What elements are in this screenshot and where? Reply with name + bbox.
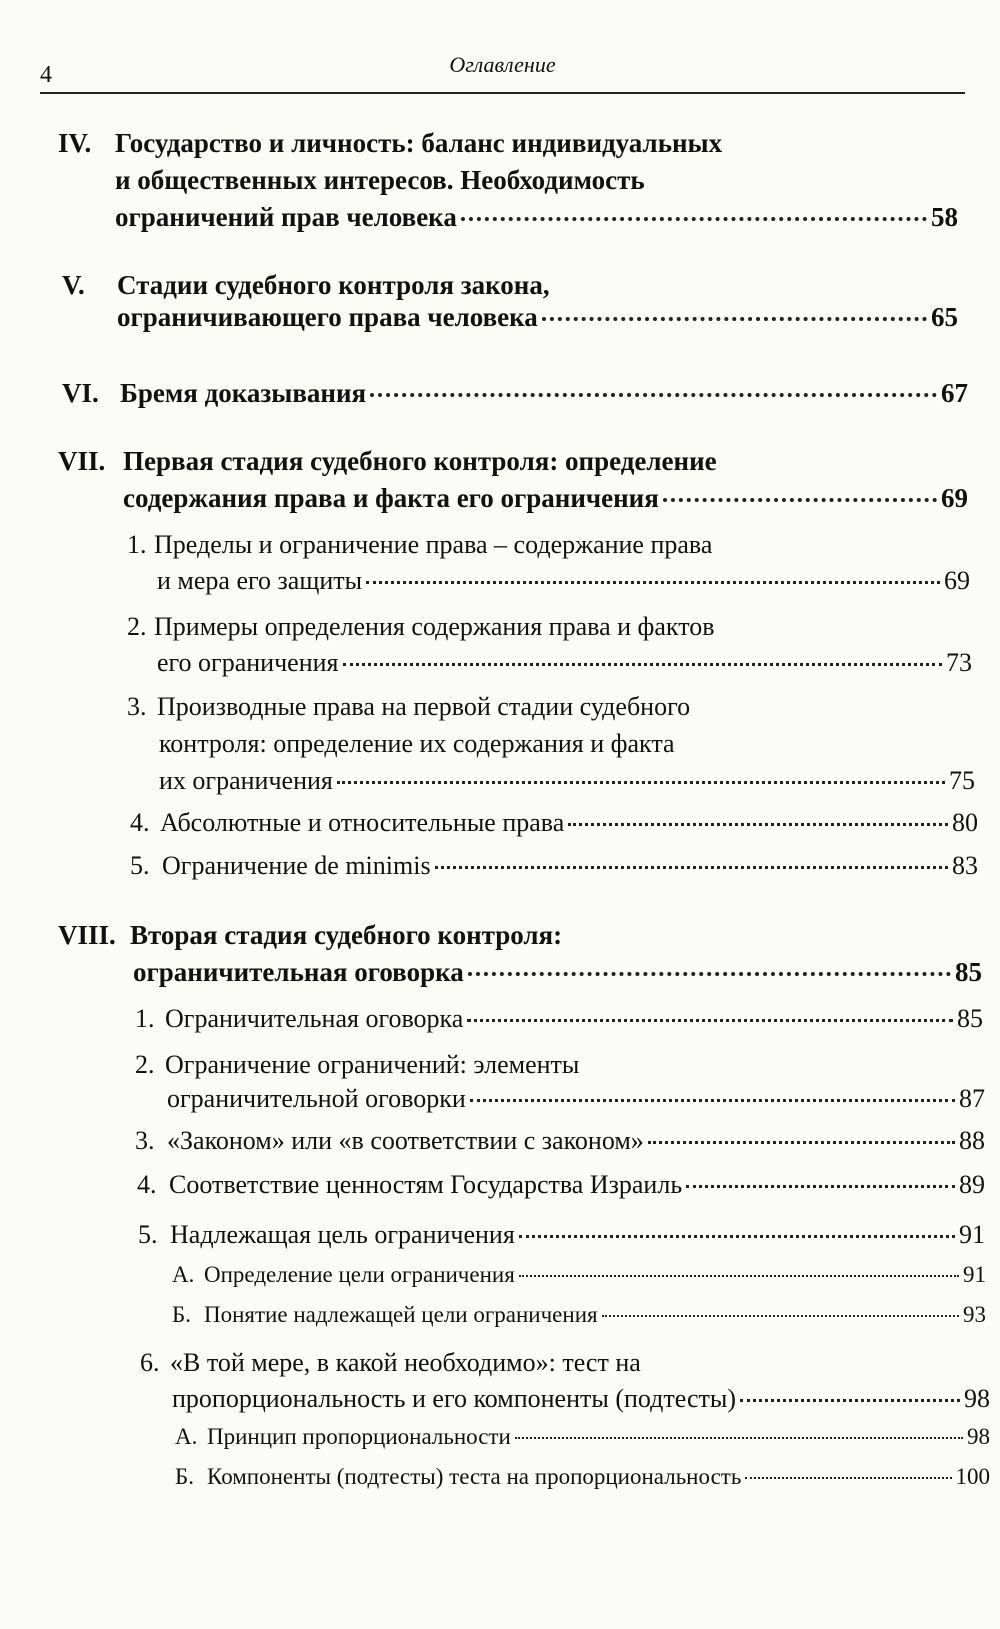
running-title: Оглавление <box>449 52 556 77</box>
entry-page-number: 91 <box>963 1262 986 1287</box>
dot-leader <box>337 781 945 784</box>
dot-leader <box>343 663 943 666</box>
entry-title-line: Стадии судебного контроля закона, <box>117 270 550 300</box>
subsection-letter: Б. <box>175 1464 194 1489</box>
page-header <box>40 50 965 94</box>
entry-page-number: 100 <box>955 1464 990 1489</box>
entry-title-line: и мера его защиты <box>157 566 363 595</box>
dot-leader <box>366 581 940 584</box>
entry-page-number: 91 <box>959 1220 985 1249</box>
entry-title-line: ограничений прав человека <box>115 202 457 232</box>
entry-title-line: Компоненты (подтесты) теста на пропорциональность <box>207 1464 742 1489</box>
subsection-letter: Б. <box>172 1302 191 1327</box>
dot-leader <box>470 1099 955 1102</box>
entry-page-number: 58 <box>931 202 958 232</box>
section-number: 5. <box>138 1220 158 1249</box>
entry-title-line: ограничительной оговорки <box>167 1084 466 1113</box>
entry-title-line: Ограничительная оговорка <box>165 1004 464 1033</box>
entry-title-line: его ограничения <box>157 648 339 677</box>
entry-page-number: 98 <box>964 1384 990 1413</box>
entry-title-line: контроля: определение их содержания и факта <box>159 729 675 758</box>
section-number: 3. <box>127 692 147 721</box>
page-number: 4 <box>40 62 52 88</box>
section-number: 5. <box>130 851 150 880</box>
entry-page-number: 83 <box>952 851 978 880</box>
entry-title-line: их ограничения <box>159 766 333 795</box>
entry-title-line: Ограничение ограничений: элементы <box>165 1050 580 1079</box>
entry-page-number: 98 <box>967 1424 990 1449</box>
dot-leader <box>461 217 927 221</box>
entry-title-line: содержания права и факта его ограничения <box>123 483 659 513</box>
entry-title-line: ограничительная оговорка <box>133 957 464 987</box>
dot-leader <box>468 972 951 976</box>
entry-page-number: 93 <box>963 1302 986 1327</box>
subsection-letter: А. <box>175 1424 198 1449</box>
entry-title-line: «Законом» или «в соответствии с законом» <box>167 1126 644 1155</box>
entry-title-line: Абсолютные и относительные права <box>160 808 565 837</box>
dot-leader <box>519 1235 955 1238</box>
entry-title-line: Первая стадия судебного контроля: определение <box>123 446 717 476</box>
section-number: 3. <box>135 1126 155 1155</box>
entry-page-number: 69 <box>944 566 970 595</box>
entry-page-number: 88 <box>959 1126 985 1155</box>
dot-leader <box>568 823 948 826</box>
entry-title-line: Государство и личность: баланс индивидуальных <box>115 128 723 158</box>
section-number: 6. <box>140 1348 160 1377</box>
entry-page-number: 75 <box>949 766 975 795</box>
entry-title-line: Принцип пропорциональности <box>207 1424 511 1449</box>
entry-title-line: и общественных интересов. Необходимость <box>115 165 645 195</box>
entry-page-number: 87 <box>959 1084 985 1113</box>
chapter-number: IV. <box>58 128 92 158</box>
entry-page-number: 80 <box>952 808 978 837</box>
section-number: 4. <box>130 808 150 837</box>
entry-page-number: 73 <box>946 648 972 677</box>
entry-title-line: Пределы и ограничение права – содержание права <box>154 530 713 559</box>
entry-title-line: Надлежащая цель ограничения <box>170 1220 515 1249</box>
entry-title-line: Соответствие ценностям Государства Израиль <box>169 1170 683 1199</box>
dot-leader <box>515 1437 963 1439</box>
entry-title-line: Примеры определения содержания права и фактов <box>154 612 715 641</box>
entry-title-line: ограничивающего права человека <box>117 302 538 332</box>
section-number: 2. <box>127 612 147 641</box>
section-number: 1. <box>127 530 147 559</box>
entry-title-line: пропорциональность и его компоненты (подтесты) <box>172 1384 736 1413</box>
dot-leader <box>663 498 937 502</box>
dot-leader <box>467 1019 953 1022</box>
entry-title-line: Производные права на первой стадии судебного <box>157 692 691 721</box>
chapter-number: VI. <box>62 378 99 408</box>
entry-title-line: Ограничение de minimis <box>162 851 431 880</box>
chapter-number: V. <box>62 270 85 300</box>
dot-leader <box>745 1477 951 1479</box>
entry-title-line: Бремя доказывания <box>120 378 367 408</box>
entry-page-number: 85 <box>955 957 982 987</box>
entry-title-line: «В той мере, в какой необходимо»: тест на <box>170 1348 641 1377</box>
entry-title-line: Вторая стадия судебного контроля: <box>130 920 563 950</box>
dot-leader <box>435 866 948 869</box>
entry-page-number: 89 <box>959 1170 985 1199</box>
dot-leader <box>602 1315 959 1317</box>
section-number: 1. <box>135 1004 155 1033</box>
dot-leader <box>686 1185 955 1188</box>
dot-leader <box>740 1399 960 1402</box>
dot-leader <box>370 393 937 397</box>
section-number: 4. <box>137 1170 157 1199</box>
entry-page-number: 69 <box>941 483 968 513</box>
section-number: 2. <box>135 1050 155 1079</box>
chapter-number: VIII. <box>58 920 116 950</box>
entry-title-line: Понятие надлежащей цели ограничения <box>204 1302 598 1327</box>
entry-page-number: 85 <box>957 1004 983 1033</box>
dot-leader <box>542 317 927 321</box>
subsection-letter: А. <box>172 1262 195 1287</box>
dot-leader <box>519 1275 959 1277</box>
entry-page-number: 67 <box>941 378 968 408</box>
dot-leader <box>648 1141 955 1144</box>
entry-title-line: Определение цели ограничения <box>204 1262 515 1287</box>
chapter-number: VII. <box>58 446 106 476</box>
entry-page-number: 65 <box>931 302 958 332</box>
